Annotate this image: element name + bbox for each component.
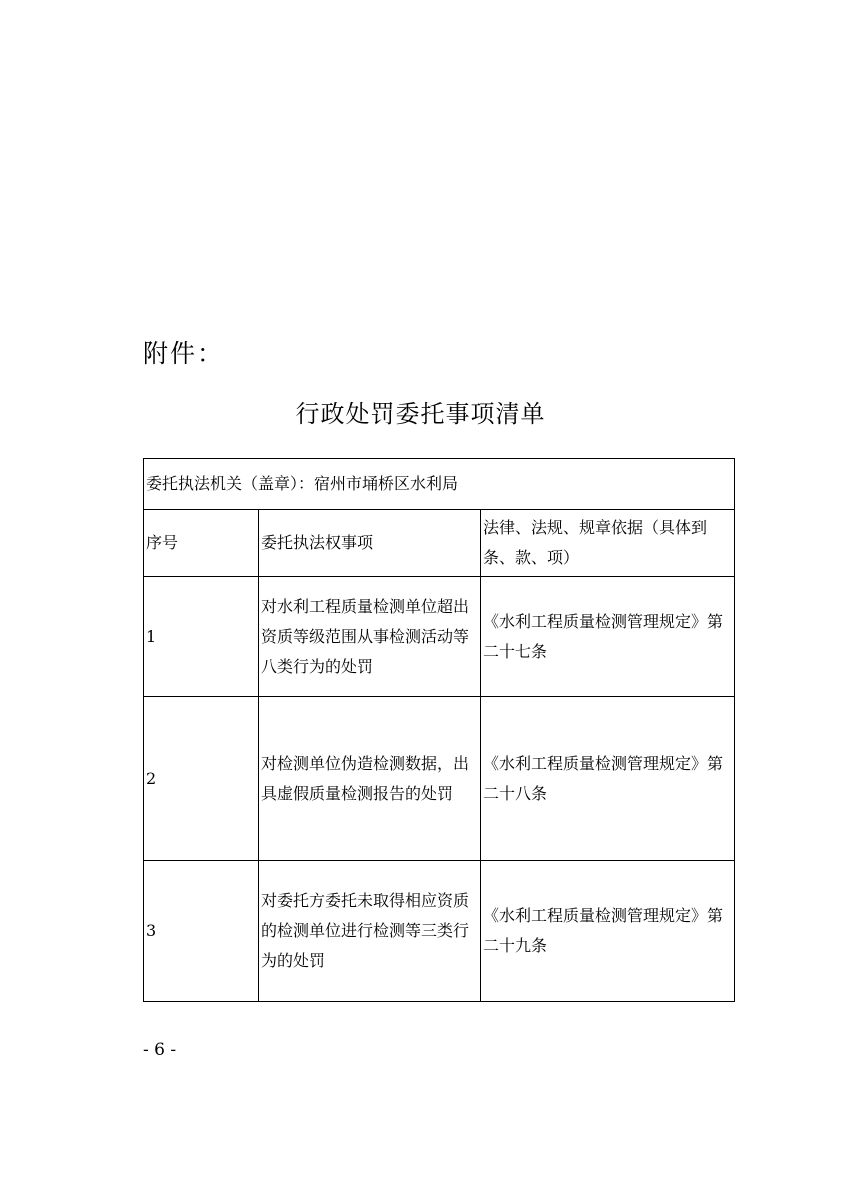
header-seq: 序号 — [144, 510, 259, 577]
entrust-matters-table — [143, 458, 735, 1002]
agency-cell: 委托执法机关（盖章）：宿州市埇桥区水利局 — [144, 459, 735, 510]
table-header-row — [144, 510, 735, 577]
header-basis: 法律、法规、规章依据（具体到条、款、项） — [481, 510, 735, 577]
document-title: 行政处罚委托事项清单 — [295, 400, 546, 428]
row-basis: 《水利工程质量检测管理规定》第二十七条 — [481, 577, 735, 697]
table-row — [144, 861, 735, 1002]
table-row — [144, 577, 735, 697]
attachment-label: 附件： — [143, 339, 225, 368]
row-matter: 对水利工程质量检测单位超出资质等级范围从事检测活动等八类行为的处罚 — [259, 577, 481, 697]
row-matter: 对委托方委托未取得相应资质的检测单位进行检测等三类行为的处罚 — [259, 861, 481, 1002]
row-basis: 《水利工程质量检测管理规定》第二十八条 — [481, 697, 735, 861]
row-seq: 2 — [144, 697, 259, 861]
page-number: - 6 - — [143, 1040, 177, 1060]
table-row — [144, 697, 735, 861]
row-basis: 《水利工程质量检测管理规定》第二十九条 — [481, 861, 735, 1002]
row-matter: 对检测单位伪造检测数据，出具虚假质量检测报告的处罚 — [259, 697, 481, 861]
agency-row — [144, 459, 735, 510]
header-matter: 委托执法权事项 — [259, 510, 481, 577]
row-seq: 1 — [144, 577, 259, 697]
row-seq: 3 — [144, 861, 259, 1002]
